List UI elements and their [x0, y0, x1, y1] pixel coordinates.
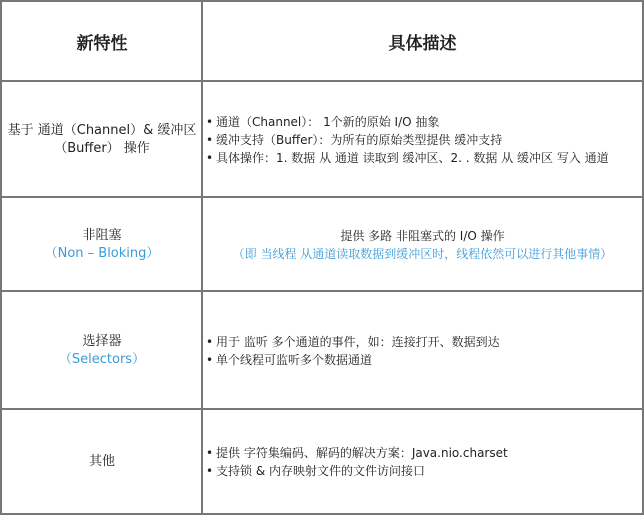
description-list	[203, 333, 642, 369]
description-cell	[201, 196, 644, 291]
header-cell-feature	[0, 0, 202, 81]
table-row-channel-buffer	[0, 80, 644, 197]
list-item: • 单个线程可监听多个数据通道	[206, 351, 642, 369]
feature-label: 非阻塞	[82, 227, 122, 243]
list-item: • 提供 字符集编码、解码的解决方案：Java.nio.charset	[206, 444, 642, 462]
feature-label: 选择器	[82, 333, 122, 349]
feature-sublabel: （Selectors）	[58, 351, 146, 367]
list-item: • 缓冲支持（Buffer）：为所有的原始类型提供 缓冲支持	[206, 131, 642, 149]
table-row-other	[0, 408, 644, 515]
list-item: • 支持锁 & 内存映射文件的文件访问接口	[206, 462, 642, 480]
description-cell	[201, 290, 644, 409]
list-item: • 通道（Channel）： 1个新的原始 I/O 抽象	[206, 113, 642, 131]
header-cell-description	[201, 0, 644, 81]
table-row-non-blocking	[0, 196, 644, 291]
feature-cell	[0, 80, 202, 197]
description-list	[203, 444, 642, 480]
description-text: 提供 多路 非阻塞式的 I/O 操作	[340, 228, 505, 243]
feature-label-line: 基于 通道（Channel）& 缓冲区	[7, 122, 197, 138]
header-description-label: 具体描述	[388, 34, 457, 54]
description-subtext: （即 当线程 从通道读取数据到缓冲区时，线程依然可以进行其他事情）	[232, 246, 613, 261]
description-list	[203, 113, 642, 167]
feature-label: 其他	[88, 453, 115, 469]
feature-cell	[0, 290, 202, 409]
table-header-row	[0, 0, 644, 81]
description-cell	[201, 408, 644, 515]
header-feature-label: 新特性	[76, 34, 128, 54]
list-item: • 用于 监听 多个通道的事件，如：连接打开、数据到达	[206, 333, 642, 351]
feature-sublabel: （Non – Bloking）	[44, 245, 160, 261]
list-item: • 具体操作：1. 数据 从 通道 读取到 缓冲区、2. . 数据 从 缓冲区 写入 通道	[206, 149, 642, 167]
table-row-selectors	[0, 290, 644, 409]
description-cell	[201, 80, 644, 197]
feature-cell	[0, 408, 202, 515]
feature-label-line: （Buffer） 操作	[54, 140, 150, 156]
feature-cell	[0, 196, 202, 291]
